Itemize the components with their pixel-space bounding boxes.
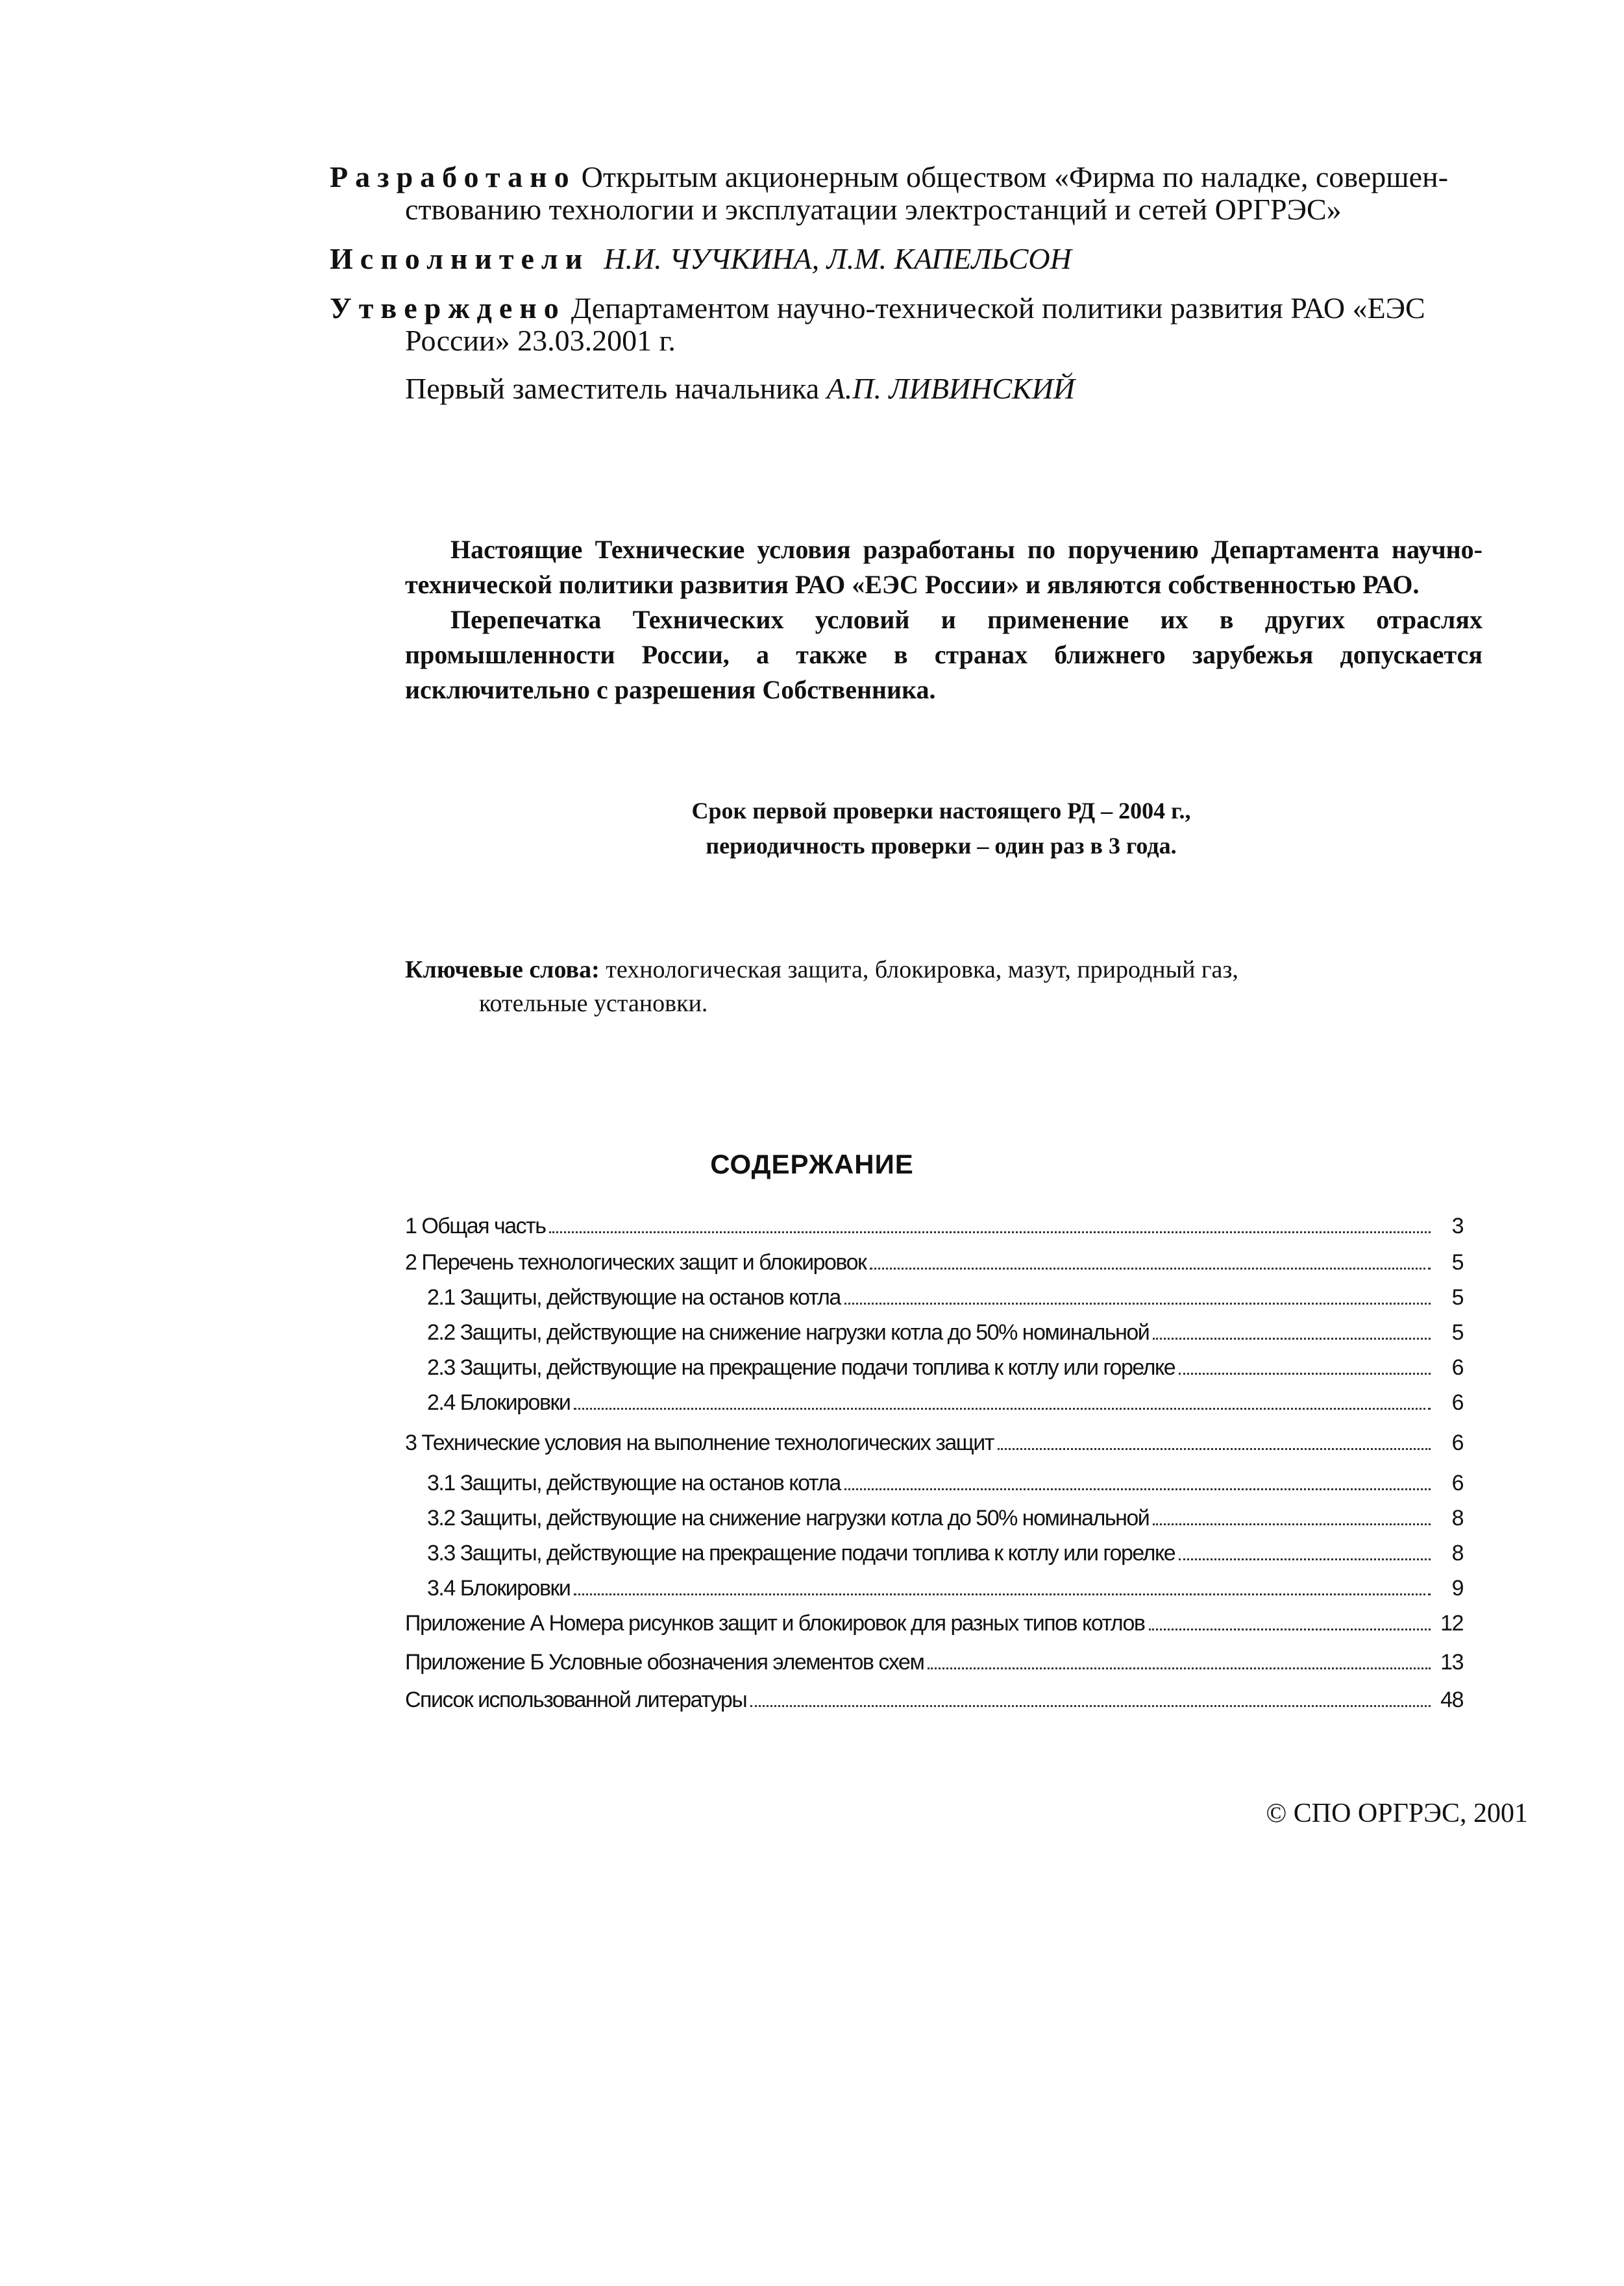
toc-item[interactable] — [405, 1250, 1463, 1281]
toc-item-page: 12 — [1440, 1611, 1463, 1636]
developer-line1: Открытым акционерным обществом «Фирма по наладке, совершен- — [581, 160, 1449, 193]
toc-leader — [870, 1268, 1431, 1270]
toc-item-text: Список использованной литературы — [405, 1688, 747, 1712]
notice-paragraph-1: Настоящие Технические условия разработаны по поручению Департамента научно-технической политики развития РАО «ЕЭС России» и являются собственностью РАО. — [405, 535, 1483, 599]
toc-item[interactable] — [405, 1611, 1463, 1642]
toc-item-page: 5 — [1451, 1250, 1463, 1275]
toc-item-text: 3.1 Защиты, действующие на останов котла — [427, 1471, 841, 1495]
toc-item-text: Приложение Б Условные обозначения элементов схем — [405, 1650, 924, 1675]
toc-item[interactable] — [427, 1541, 1463, 1572]
notice-paragraph-2: Перепечатка Технических условий и применение их в других отраслях промышленности России, а также в странах ближнего зарубежья допускается исключительно с разрешения Собственника. — [405, 605, 1483, 704]
executors-block — [330, 240, 1072, 278]
toc-item-page: 6 — [1451, 1390, 1463, 1415]
toc-item-text: 2 Перечень технологических защит и блокировок — [405, 1250, 867, 1275]
toc-item-page: 3 — [1451, 1214, 1463, 1238]
toc-item-text: 2.1 Защиты, действующие на останов котла — [427, 1285, 841, 1310]
approved-line2: России» 23.03.2001 г. — [405, 324, 676, 357]
toc-leader — [1179, 1373, 1431, 1375]
toc-item-page: 5 — [1451, 1285, 1463, 1310]
copyright: © СПО ОРГРЭС, 2001 — [1266, 1799, 1528, 1828]
developer-label: Разработано — [330, 160, 576, 193]
toc-item-page: 6 — [1451, 1431, 1463, 1455]
toc-item-text: 3.3 Защиты, действующие на прекращение подачи топлива к котлу или горелке — [427, 1541, 1175, 1566]
toc-item-text: 2.3 Защиты, действующие на прекращение подачи топлива к котлу или горелке — [427, 1355, 1175, 1380]
review-block — [454, 793, 1428, 863]
toc-leader — [844, 1488, 1431, 1490]
executors-names: Н.И. ЧУЧКИНА, Л.М. КАПЕЛЬСОН — [604, 242, 1072, 275]
toc-leader — [750, 1705, 1431, 1707]
executors-label: Исполнители — [330, 242, 590, 275]
toc-item-page: 8 — [1451, 1506, 1463, 1530]
toc-leader — [1153, 1523, 1431, 1525]
toc-item[interactable] — [427, 1320, 1463, 1351]
toc-item[interactable] — [405, 1214, 1463, 1245]
approved-line1: Департаментом научно-технической политики развития РАО «ЕЭС — [571, 291, 1425, 325]
deputy-line — [405, 370, 1075, 408]
toc-item[interactable] — [427, 1576, 1463, 1607]
toc-leader — [549, 1231, 1431, 1233]
deputy-name: А.П. ЛИВИНСКИЙ — [826, 372, 1076, 405]
keywords-block — [405, 953, 1418, 1020]
toc-item-page: 5 — [1451, 1320, 1463, 1345]
keywords-line1: технологическая защита, блокировка, мазут, природный газ, — [606, 956, 1238, 983]
toc-item-text: 3 Технические условия на выполнение технологических защит — [405, 1431, 994, 1455]
notice-block — [405, 532, 1483, 707]
toc-item-page: 9 — [1451, 1576, 1463, 1601]
toc-item[interactable] — [405, 1650, 1463, 1681]
toc-item-page: 48 — [1440, 1688, 1463, 1712]
toc-item-text: 2.4 Блокировки — [427, 1390, 571, 1415]
toc-leader — [928, 1667, 1431, 1669]
toc-leader — [844, 1303, 1431, 1305]
keywords-label: Ключевые слова: — [405, 956, 600, 983]
approved-label: Утверждено — [330, 291, 566, 325]
toc-item-page: 13 — [1440, 1650, 1463, 1675]
toc-item-text: 2.2 Защиты, действующие на снижение нагрузки котла до 50% номинальной — [427, 1320, 1150, 1345]
toc-item-page: 6 — [1451, 1355, 1463, 1380]
review-line2: периодичность проверки – один раз в 3 года. — [706, 833, 1177, 859]
toc-item[interactable] — [427, 1285, 1463, 1316]
toc-item-text: 3.4 Блокировки — [427, 1576, 571, 1601]
toc-item[interactable] — [427, 1506, 1463, 1537]
toc-leader — [574, 1593, 1431, 1595]
toc-leader — [998, 1448, 1431, 1450]
deputy-title: Первый заместитель начальника — [405, 372, 820, 405]
toc-leader — [1153, 1338, 1431, 1340]
toc-item-page: 6 — [1451, 1471, 1463, 1495]
toc-item[interactable] — [427, 1390, 1463, 1421]
toc-item[interactable] — [427, 1355, 1463, 1386]
toc-item-text: Приложение А Номера рисунков защит и блокировок для разных типов котлов — [405, 1611, 1145, 1636]
toc-leader — [1179, 1558, 1431, 1560]
keywords-line2: котельные установки. — [479, 990, 708, 1017]
review-line1: Срок первой проверки настоящего РД – 2004 г., — [691, 798, 1191, 824]
toc-leader — [1149, 1628, 1431, 1630]
toc-item[interactable] — [427, 1471, 1463, 1502]
developer-line2: ствованию технологии и эксплуатации электростанций и сетей ОРГРЭС» — [405, 193, 1342, 226]
toc-title: СОДЕРЖАНИЕ — [710, 1149, 914, 1179]
toc-item[interactable] — [405, 1688, 1463, 1719]
toc-leader — [574, 1408, 1431, 1410]
toc-item-page: 8 — [1451, 1541, 1463, 1566]
toc-item[interactable] — [405, 1431, 1463, 1462]
toc-item-text: 1 Общая часть — [405, 1214, 546, 1238]
toc-item-text: 3.2 Защиты, действующие на снижение нагрузки котла до 50% номинальной — [427, 1506, 1150, 1530]
